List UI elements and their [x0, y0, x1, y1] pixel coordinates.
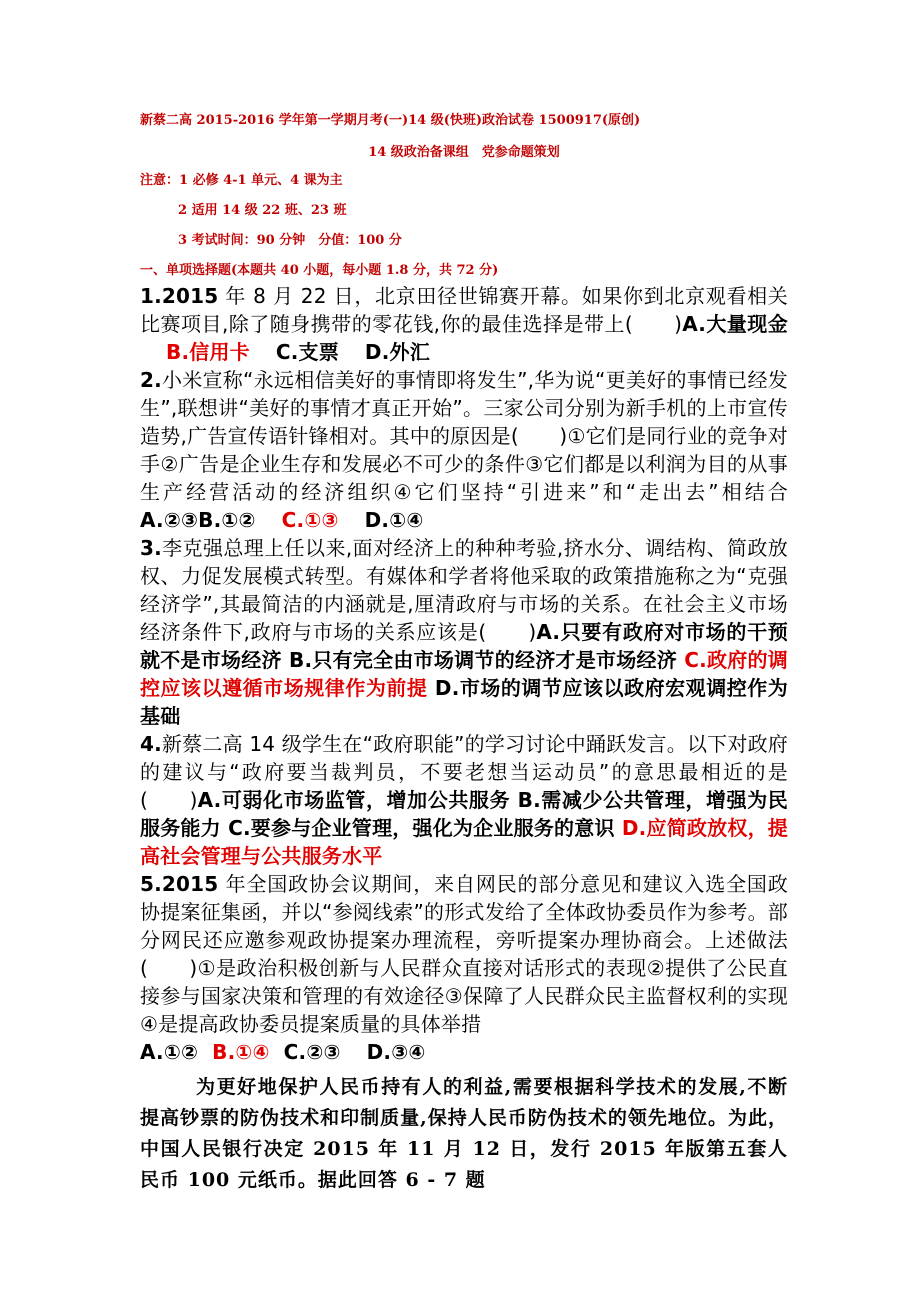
- q3-option-d: D.市场的调节应该以政府宏观调控作为基础: [140, 676, 788, 728]
- note-3: 3 考试时间：90 分钟 分值：100 分: [178, 233, 402, 248]
- q4-option-c: C.要参与企业管理，强化为企业服务的意识: [228, 816, 622, 840]
- q1-option-c: C.支票: [275, 340, 339, 364]
- exam-page: [140, 112, 788, 1215]
- question-2: [140, 366, 788, 534]
- q5-option-c: C.②③: [283, 1040, 341, 1064]
- q2-option-c-answer: C.①③: [281, 508, 339, 532]
- q3-option-c-answer: C.政府的调控应该以遵循市场规律作为前提: [140, 648, 788, 700]
- q4-option-d-answer: D.应简政放权，提高社会管理与公共服务水平: [140, 816, 789, 868]
- note-2: 2 适用 14 级 22 班、23 班: [178, 203, 347, 218]
- q4-stem: 新蔡二高 14 级学生在“政府职能”的学习讨论中踊跃发言。以下对政府的建议与“政府要当裁判员，不要老想当运动员”的意思最相近的是( ): [140, 732, 788, 812]
- q1-stem: 年 8 月 22 日，北京田径世锦赛开幕。如果你到北京观看相关比赛项目,除了随身携带的零花钱,你的最佳选择是带上( ): [140, 284, 788, 336]
- section-heading: 一、单项选择题(本题共 40 小题，每小题 1.8 分，共 72 分): [140, 263, 499, 278]
- q3-option-a: A.只要有政府对市场的干预就不是市场经济: [140, 620, 788, 672]
- q1-option-b-answer: B.信用卡: [166, 340, 250, 364]
- q2-option-d: D.①④: [364, 508, 424, 532]
- q5-number: 5.2015: [140, 872, 219, 896]
- q5-option-a: A.①②: [140, 1040, 199, 1064]
- q2-statements: ①它们是同行业的竞争对手②广告是企业生存和发展必不可少的条件③它们都是以利润为目的从事生产经营活动的经济组织④它们坚持“引进来”和“走出去”相结合: [140, 424, 788, 504]
- q5-option-b-answer: B.①④: [212, 1040, 270, 1064]
- exam-subtitle: 14 级政治备课组 党参命题策划: [368, 145, 560, 160]
- q4-option-a: A.可弱化市场监管，增加公共服务: [197, 788, 518, 812]
- q2-number: 2.: [140, 368, 162, 392]
- q1-number: 1.2015: [140, 284, 219, 308]
- q5-option-d: D.③④: [366, 1040, 426, 1064]
- question-5: [140, 870, 788, 1066]
- q3-stem: 李克强总理上任以来,面对经济上的种种考验,挤水分、调结构、简政放权、力促发展模式转型。有媒体和学者将他采取的政策措施称之为“克强经济学”,其最简洁的内涵就是,厘清政府与市场的关系。在社会主义市场经济条件下,政府与市场的关系应该是( ): [140, 536, 788, 644]
- q3-option-b: B.只有完全由市场调节的经济才是市场经济: [289, 648, 685, 672]
- reading-material: 为更好地保护人民币持有人的利益,需要根据科学技术的发展,不断提高钞票的防伪技术和印制质量,保持人民币防伪技术的领先地位。为此，中国人民银行决定 2015 年 11 月 12 日，发行 2015 年版第五套人民币 100 元纸币。据此回答 6 - 7 题: [140, 1076, 788, 1191]
- q3-number: 3.: [140, 536, 162, 560]
- q4-number: 4.: [140, 732, 162, 756]
- q4-option-b: B.需减少公共管理，增强为民服务能力: [140, 788, 789, 840]
- q2-option-a: A.②③: [140, 508, 199, 532]
- question-4: [140, 730, 788, 870]
- q5-stem: 年全国政协会议期间，来自网民的部分意见和建议入选全国政协提案征集函，并以“参阅线索”的形式发给了全体政协委员作为参考。部分网民还应邀参观政协提案办理流程，旁听提案办理协商会。上述做法( )①是政治积极创新与人民群众直接对话形式的表现②提供了公民直接参与国家决策和管理的有效途径③保障了人民群众民主监督权利的实现 ④是提高政协委员提案质量的具体举措: [140, 872, 788, 1036]
- note-1: 注意：1 必修 4-1 单元、4 课为主: [140, 173, 343, 188]
- question-3: [140, 534, 788, 730]
- question-1: [140, 282, 788, 366]
- exam-title: 新蔡二高 2015-2016 学年第一学期月考(一)14 级(快班)政治试卷 1500917(原创): [140, 113, 641, 128]
- q1-option-a: A.大量现金: [682, 312, 788, 336]
- q2-option-b: B.①②: [198, 508, 256, 532]
- q1-option-d: D.外汇: [364, 340, 430, 364]
- q2-stem: 小米宣称“永远相信美好的事情即将发生”,华为说“更美好的事情已经发生”,联想讲“美好的事情才真正开始”。三家公司分别为新手机的上市宣传造势,广告宣传语针锋相对。其中的原因是( ): [140, 368, 788, 448]
